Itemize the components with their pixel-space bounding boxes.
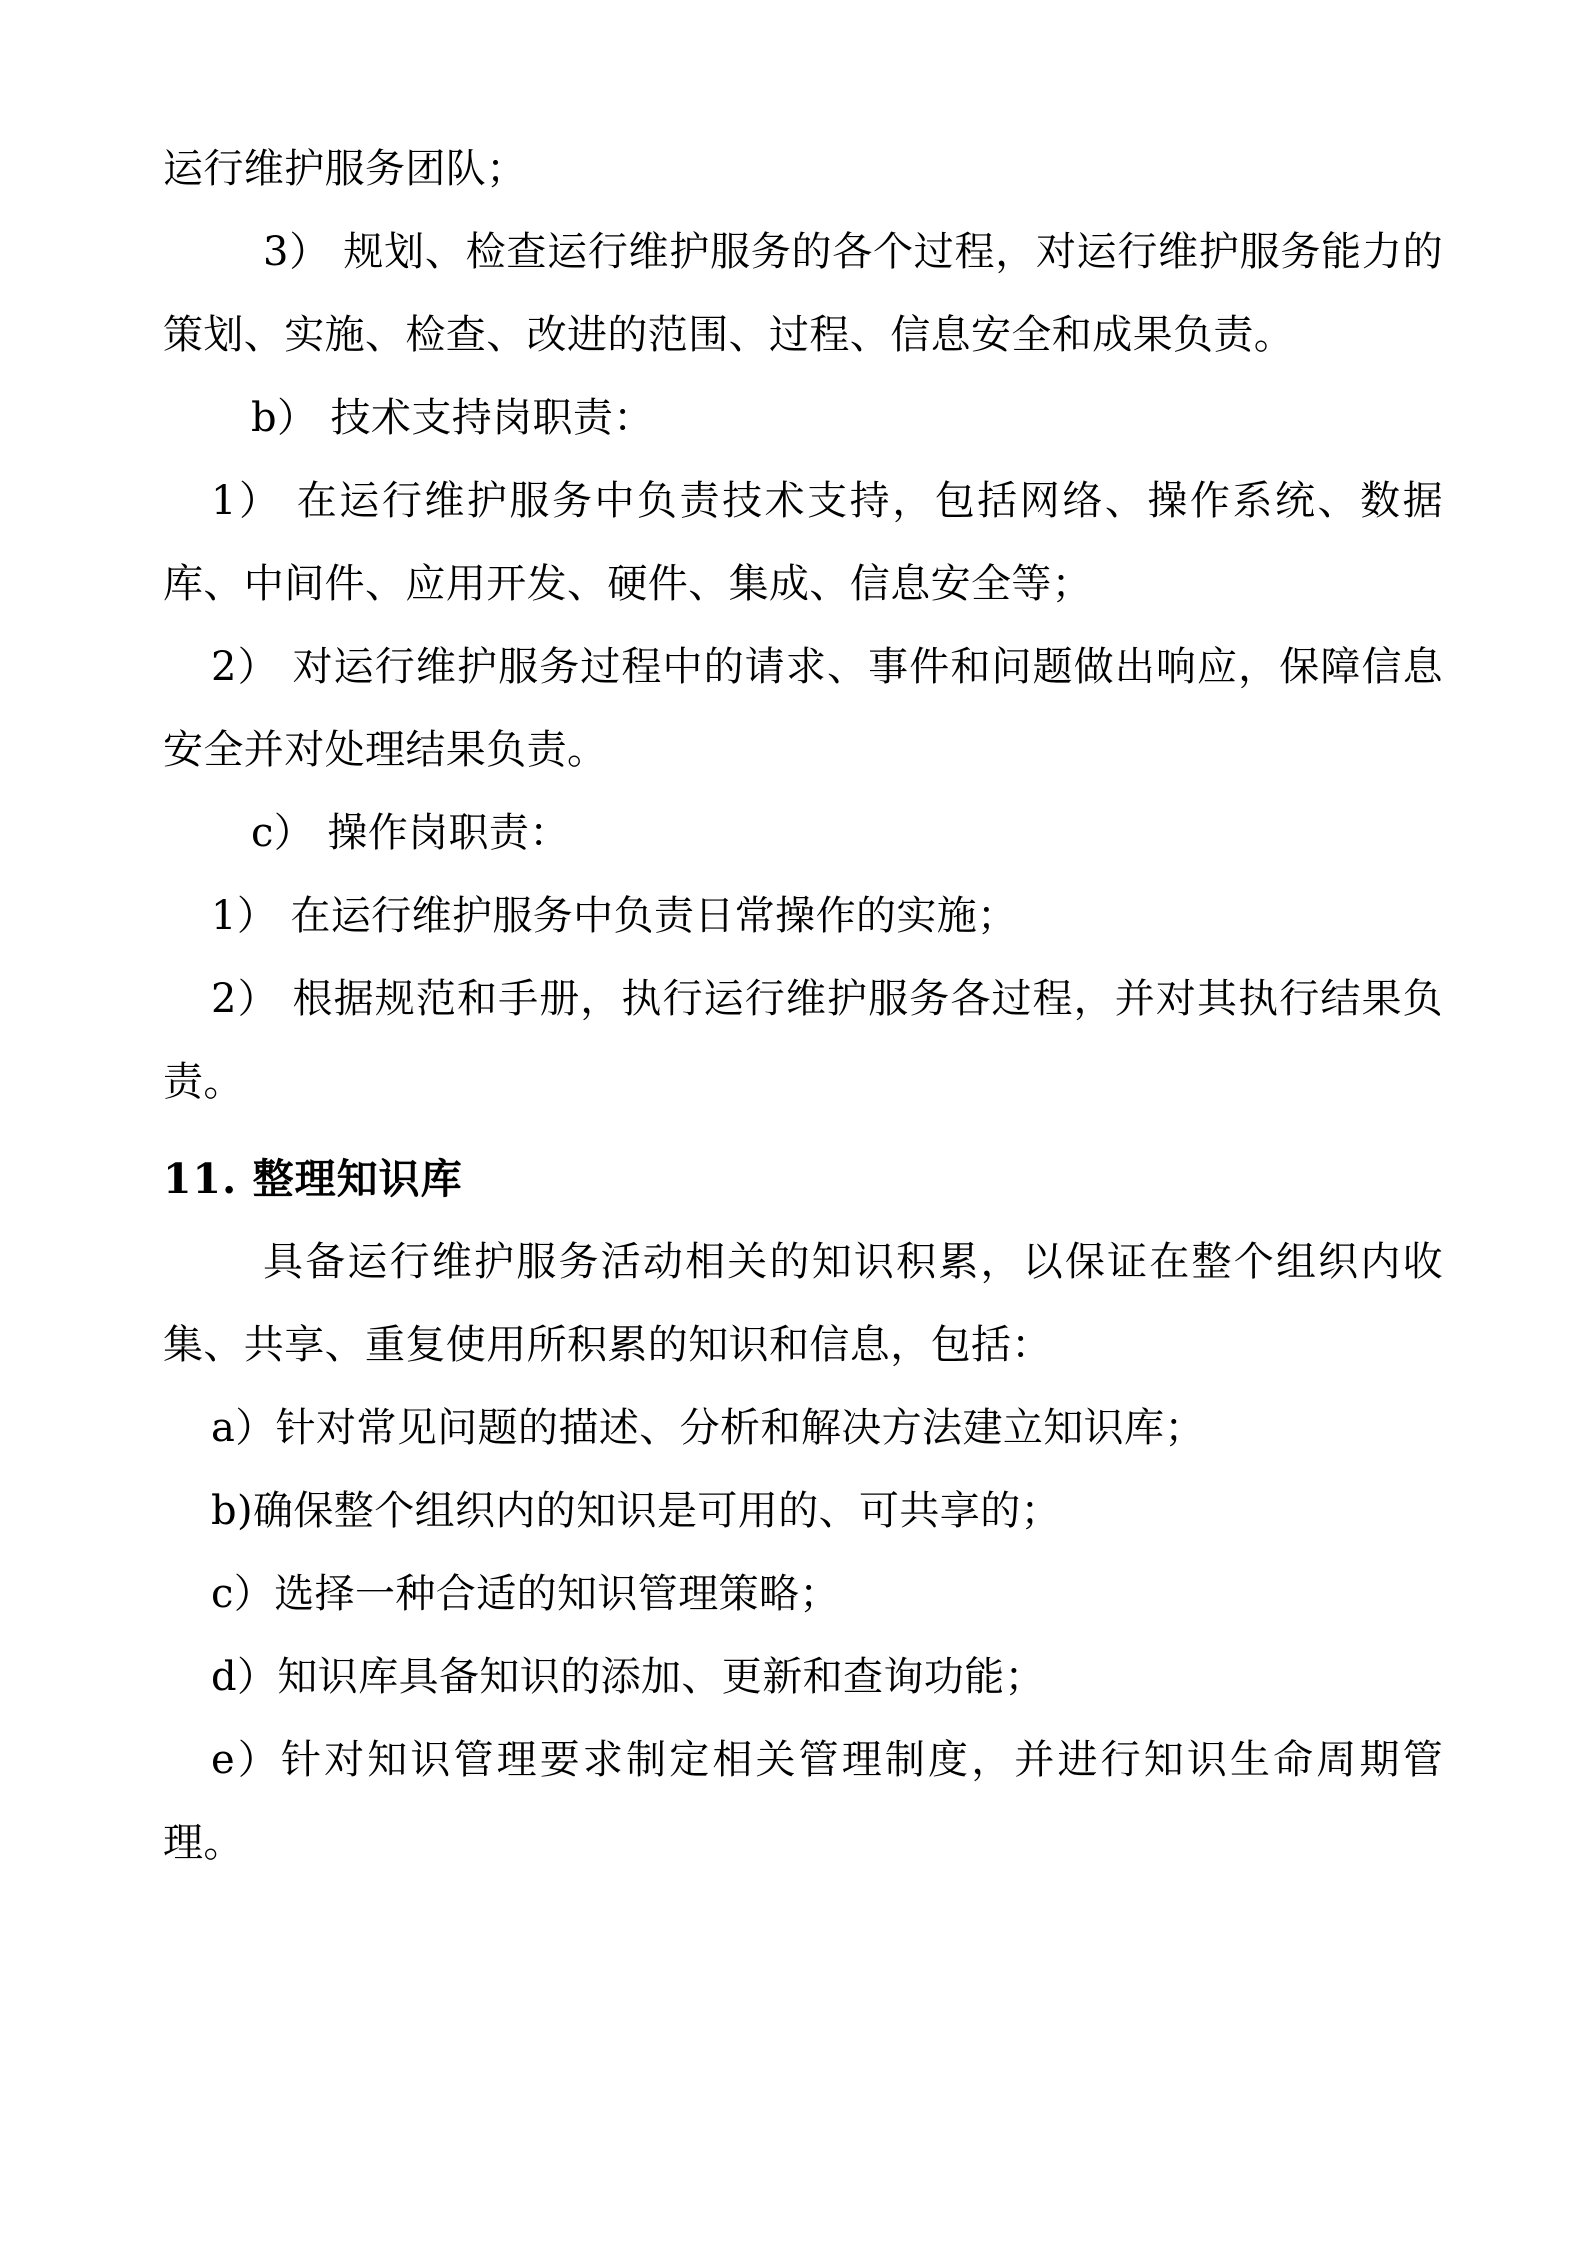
numbered-item-c2: 2） 根据规范和手册，执行运行维护服务各过程，并对其执行结果负责。 bbox=[163, 976, 1443, 1105]
list-item-b: b)确保整个组织内的知识是可用的、可共享的； bbox=[211, 1488, 1062, 1534]
numbered-item-a3: 3） 规划、检查运行维护服务的各个过程，对运行维护服务能力的策划、实施、检查、改进的范围、过程、信息安全和成果负责。 bbox=[163, 229, 1443, 358]
lettered-item-c-operations: c） 操作岗职责： bbox=[251, 810, 570, 856]
lettered-item-b-tech-support: b） 技术支持岗职责： bbox=[251, 395, 654, 441]
list-item-c: c）选择一种合适的知识管理策略； bbox=[211, 1571, 840, 1617]
section-heading-11: 11. 整理知识库 bbox=[163, 1155, 463, 1203]
section-11-intro-paragraph: 具备运行维护服务活动相关的知识积累，以保证在整个组织内收集、共享、重复使用所积累的知识和信息，包括： bbox=[163, 1239, 1443, 1368]
list-item-d: d）知识库具备知识的添加、更新和查询功能； bbox=[211, 1654, 1046, 1700]
paragraph-continuation-team: 运行维护服务团队； bbox=[163, 146, 527, 192]
numbered-item-b2: 2） 对运行维护服务过程中的请求、事件和问题做出响应，保障信息安全并对处理结果负责。 bbox=[163, 644, 1443, 773]
list-item-e: e）针对知识管理要求制定相关管理制度，并进行知识生命周期管理。 bbox=[163, 1737, 1443, 1866]
numbered-item-b1: 1） 在运行维护服务中负责技术支持，包括网络、操作系统、数据库、中间件、应用开发、硬件、集成、信息安全等； bbox=[163, 478, 1443, 607]
numbered-item-c1: 1） 在运行维护服务中负责日常操作的实施； bbox=[211, 893, 1018, 939]
document-body bbox=[163, 128, 1443, 1885]
list-item-a: a）针对常见问题的描述、分析和解决方法建立知识库； bbox=[211, 1405, 1205, 1451]
heading-spacer bbox=[163, 1124, 1443, 1138]
